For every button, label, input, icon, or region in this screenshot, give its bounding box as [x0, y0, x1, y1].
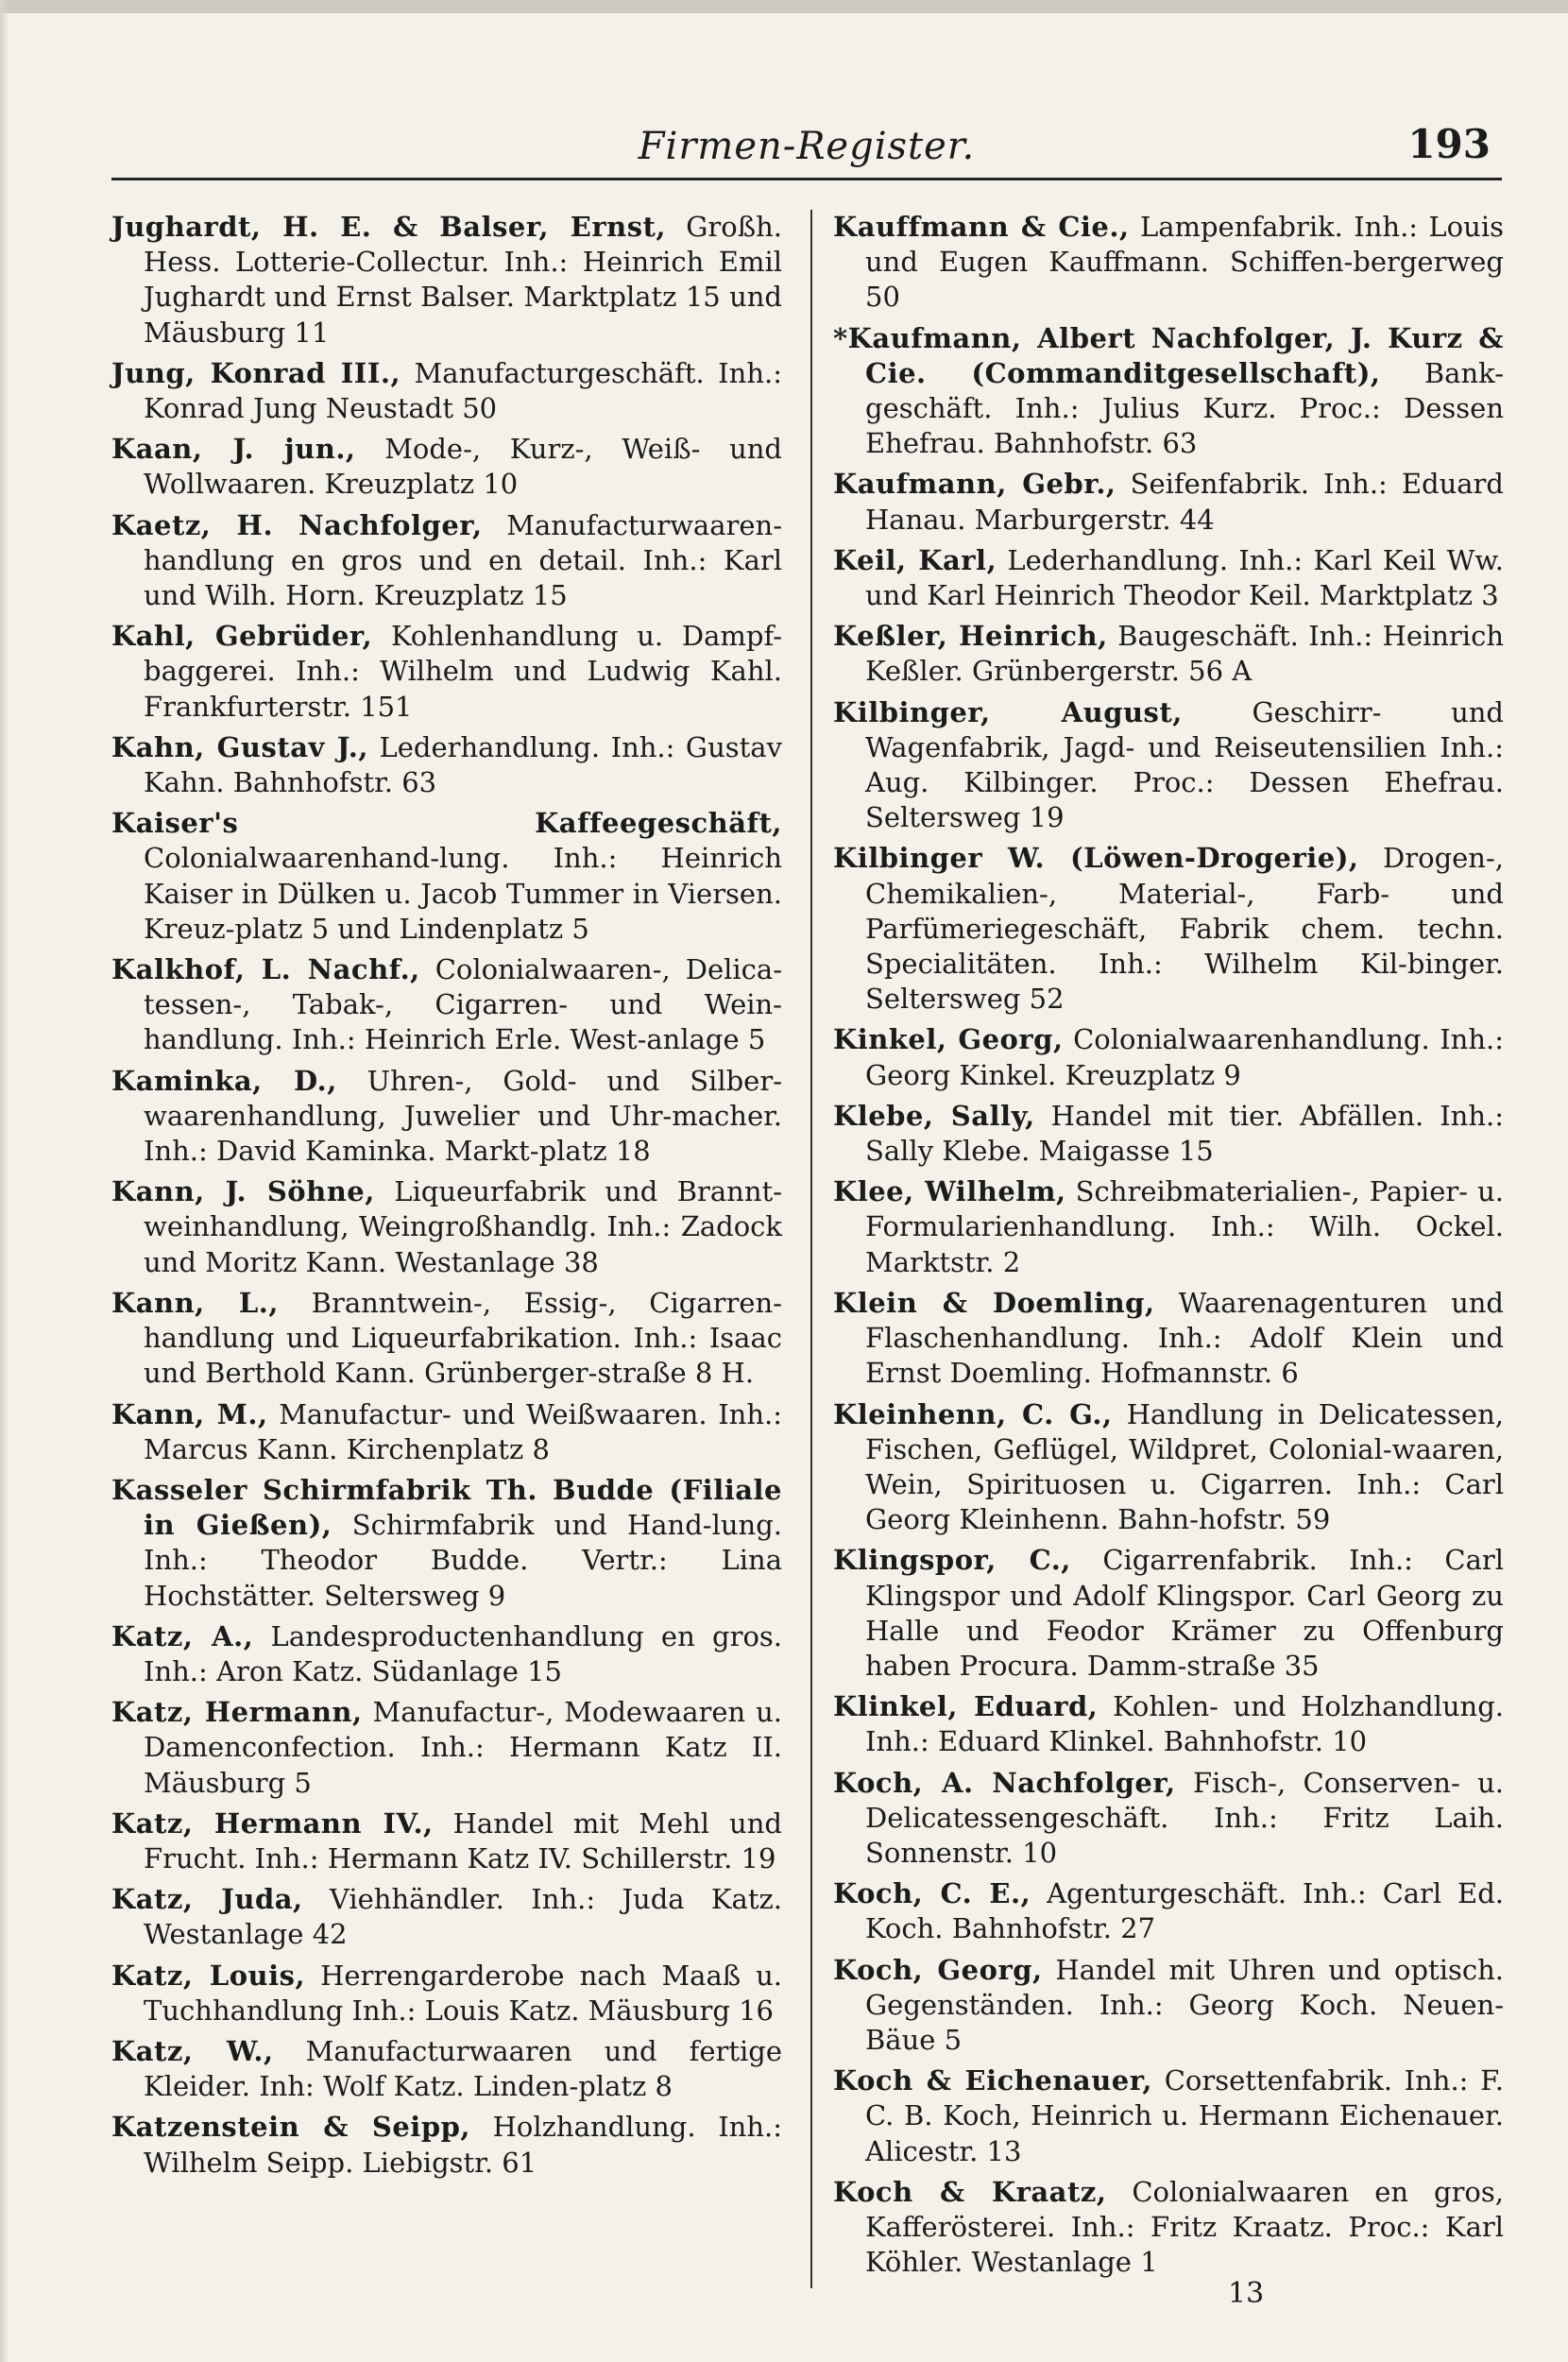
- firm-name: Kaufmann, Gebr.,: [833, 468, 1116, 501]
- firm-name: Kleinhenn, C. G.,: [833, 1397, 1113, 1430]
- entry-details: Drogen-, Chemikalien-, Material-, Farb- und Parfümeriegeschäft, Fabrik chem. techn. Specialitäten. Inh.: Wilhelm Kil-binger. Seltersweg 52: [865, 842, 1504, 1016]
- entry-details: Fisch-, Conserven- u. Delicatessengeschäft. Inh.: Fritz Laih. Sonnenstr. 10: [865, 1766, 1504, 1869]
- firm-name: Katz, Louis,: [111, 1959, 306, 1992]
- firm-name: Kasseler Schirmfabrik Th. Budde (Filiale in Gießen),: [111, 1473, 782, 1542]
- register-entry: [111, 1959, 782, 2028]
- entry-details: Mode-, Kurz-, Weiß- und Wollwaaren. Kreuzplatz 10: [144, 433, 782, 501]
- entry-details: Handel mit tier. Abfällen. Inh.: Sally Klebe. Maigasse 15: [865, 1099, 1505, 1168]
- entry-details: Geschirr- und Wagenfabrik, Jagd- und Reiseutensilien Inh.: Aug. Kilbinger. Proc.: Dessen Ehefrau. Seltersweg 19: [865, 695, 1504, 834]
- firm-name: Katz, A.,: [111, 1619, 254, 1652]
- firm-name: Koch, A. Nachfolger,: [833, 1766, 1176, 1799]
- register-entry: [833, 1543, 1504, 1684]
- entry-details: Schreibmaterialien-, Papier- u. Formularienhandlung. Inh.: Wilh. Ockel. Marktstr. 2: [865, 1175, 1504, 1278]
- entry-details: Lederhandlung. Inh.: Karl Keil Ww. und Karl Heinrich Theodor Keil. Marktplatz 3: [865, 543, 1504, 612]
- register-entry: [833, 467, 1504, 537]
- entry-details: Schirmfabrik und Hand-lung. Inh.: Theodor Budde. Vertr.: Lina Hochstätter. Seltersweg 9: [144, 1509, 782, 1612]
- page-top-edge: [0, 0, 1568, 13]
- entry-details: Cigarrenfabrik. Inh.: Carl Klingspor und Adolf Klingspor. Carl Georg zu Halle und Feodor Krämer zu Offenburg haben Procura. Damm-straße 35: [865, 1544, 1505, 1682]
- register-entry: [111, 1806, 782, 1876]
- entry-details: Seifenfabrik. Inh.: Eduard Hanau. Marburgerstr. 44: [865, 468, 1504, 536]
- register-entry: [111, 1473, 782, 1614]
- entry-details: Colonialwaarenhandlung. Inh.: Georg Kinkel. Kreuzplatz 9: [865, 1023, 1504, 1091]
- register-entry: [111, 1064, 782, 1170]
- entry-details: Colonialwaarenhand-lung. Inh.: Heinrich Kaiser in Dülken u. Jacob Tummer in Viersen. Kreuz-platz 5 und Lindenplatz 5: [144, 842, 782, 945]
- register-entry: [111, 1695, 782, 1801]
- firm-name: Kann, L.,: [111, 1286, 279, 1319]
- register-entry: [111, 1286, 782, 1392]
- entry-details: Colonialwaaren en gros, Kafferösterei. Inh.: Fritz Kraatz. Proc.: Karl Köhler. Westanlage 1: [865, 2175, 1504, 2279]
- firm-name: Kahn, Gustav J.,: [111, 730, 368, 763]
- firm-name: Koch & Eichenauer,: [833, 2064, 1153, 2097]
- entry-details: Herrengarderobe nach Maaß u. Tuchhandlung Inh.: Louis Katz. Mäusburg 16: [144, 1959, 782, 2027]
- register-entry: [111, 2110, 782, 2180]
- firm-name: Kauffmann & Cie.,: [833, 211, 1130, 243]
- right-column: [833, 210, 1504, 2285]
- sheet-signature: 13: [1228, 2277, 1265, 2310]
- firm-name: Keil, Karl,: [833, 543, 997, 576]
- entry-details: Colonialwaaren-, Delica-tessen-, Tabak-, Cigarren- und Wein-handlung. Inh.: Heinrich Erle. West-anlage 5: [144, 953, 782, 1056]
- entry-details: Kohlen- und Holzhandlung. Inh.: Eduard Klinkel. Bahnhofstr. 10: [865, 1690, 1505, 1758]
- register-entry: [833, 210, 1504, 316]
- register-entry: [833, 1689, 1504, 1759]
- entry-details: Handel mit Mehl und Frucht. Inh.: Hermann Katz IV. Schillerstr. 19: [144, 1806, 782, 1874]
- header-rule: [111, 178, 1502, 180]
- page-title: Firmen-Register.: [638, 125, 976, 168]
- firm-name: Kalkhof, L. Nachf.,: [111, 953, 420, 986]
- firm-name: Koch, Georg,: [833, 1953, 1043, 1986]
- register-entry: [833, 1174, 1504, 1280]
- entry-details: Branntwein-, Essig-, Cigarren-handlung und Liqueurfabrikation. Inh.: Isaac und Berthold Kann. Grünberger-straße 8 H.: [144, 1286, 782, 1390]
- firm-name: Kaiser's Kaffeegeschäft,: [111, 807, 782, 840]
- entry-details: Großh. Hess. Lotterie-Collectur. Inh.: Heinrich Emil Jughardt und Ernst Balser. Marktplatz 15 und Mäusburg 11: [144, 211, 782, 349]
- firm-name: Kann, J. Söhne,: [111, 1175, 375, 1208]
- entry-details: Manufacturwaaren und fertige Kleider. Inh: Wolf Katz. Linden-platz 8: [144, 2034, 782, 2103]
- entry-details: Manufacturwaaren-handlung en gros und en detail. Inh.: Karl und Wilh. Horn. Kreuzplatz 15: [144, 508, 783, 612]
- entry-details: Handlung in Delicatessen, Fischen, Geflügel, Wildpret, Colonial-waaren, Wein, Spirituosen u. Cigarren. Inh.: Carl Georg Kleinhenn. Bahn-hofstr. 59: [865, 1397, 1504, 1536]
- entry-details: Lampenfabrik. Inh.: Louis und Eugen Kauffmann. Schiffen-bergerweg 50: [865, 211, 1504, 314]
- firm-name: Koch, C. E.,: [833, 1877, 1031, 1910]
- register-entry: [833, 321, 1504, 462]
- register-entry: [111, 1882, 782, 1952]
- entry-details: Manufactur-, Modewaaren u. Damenconfection. Inh.: Hermann Katz II. Mäusburg 5: [144, 1696, 782, 1799]
- register-entry: [111, 1397, 782, 1467]
- firm-name: Katz, Hermann,: [111, 1696, 363, 1729]
- register-entry: [111, 1174, 782, 1280]
- register-entry: [111, 806, 782, 947]
- firm-name: Kahl, Gebrüder,: [111, 620, 373, 653]
- entry-details: Manufacturgeschäft. Inh.: Konrad Jung Neustadt 50: [144, 356, 782, 425]
- register-entry: [111, 1619, 782, 1689]
- register-entry: [833, 2063, 1504, 2169]
- register-entry: [111, 210, 782, 351]
- firm-name: *Kaufmann, Albert Nachfolger, J. Kurz & Cie. (Commanditgesellschaft),: [833, 321, 1504, 389]
- entry-details: Waarenagenturen und Flaschenhandlung. Inh.: Adolf Klein und Ernst Doemling. Hofmannstr. 6: [865, 1286, 1504, 1390]
- entry-details: Manufactur- und Weißwaaren. Inh.: Marcus Kann. Kirchenplatz 8: [144, 1397, 782, 1465]
- firm-name: Keßler, Heinrich,: [833, 620, 1108, 653]
- register-entry: [833, 619, 1504, 689]
- entry-details: Agenturgeschäft. Inh.: Carl Ed. Koch. Bahnhofstr. 27: [865, 1877, 1504, 1945]
- entry-details: Viehhändler. Inh.: Juda Katz. Westanlage 42: [144, 1883, 782, 1951]
- firm-name: Klee, Wilhelm,: [833, 1175, 1066, 1208]
- register-entry: [833, 1022, 1504, 1092]
- register-entry: [111, 730, 782, 800]
- firm-name: Kilbinger, August,: [833, 695, 1183, 728]
- firm-name: Kilbinger W. (Löwen-Drogerie),: [833, 842, 1359, 875]
- firm-name: Katz, Juda,: [111, 1883, 303, 1916]
- entry-details: Holzhandlung. Inh.: Wilhelm Seipp. Liebigstr. 61: [144, 2111, 782, 2179]
- register-entry: [111, 508, 782, 614]
- entry-details: Landesproductenhandlung en gros. Inh.: Aron Katz. Südanlage 15: [144, 1619, 783, 1687]
- firm-name: Kaan, J. jun.,: [111, 433, 356, 466]
- firm-name: Klingspor, C.,: [833, 1544, 1071, 1577]
- register-entry: [833, 841, 1504, 1017]
- page-left-shadow: [0, 0, 9, 2362]
- firm-name: Klebe, Sally,: [833, 1099, 1035, 1132]
- firm-name: Kaminka, D.,: [111, 1064, 337, 1097]
- register-entry: [833, 543, 1504, 613]
- entry-details: Lederhandlung. Inh.: Gustav Kahn. Bahnhofstr. 63: [144, 730, 782, 799]
- firm-name: Jung, Konrad III.,: [111, 356, 401, 389]
- register-entry: [111, 619, 782, 725]
- register-entry: [111, 432, 782, 502]
- register-entry: [833, 2175, 1504, 2281]
- register-entry: [833, 1286, 1504, 1392]
- firm-name: Kann, M.,: [111, 1397, 268, 1430]
- register-entry: [833, 1876, 1504, 1946]
- entry-details: Liqueurfabrik und Brannt-weinhandlung, Weingroßhandlg. Inh.: Zadock und Moritz Kann. Westanlage 38: [144, 1175, 782, 1278]
- page-number: 193: [1407, 121, 1491, 167]
- register-entry: [111, 2034, 782, 2104]
- firm-name: Kaetz, H. Nachfolger,: [111, 508, 483, 541]
- firm-name: Jughardt, H. E. & Balser, Ernst,: [111, 211, 667, 243]
- firm-name: Katzenstein & Seipp,: [111, 2111, 470, 2144]
- firm-name: Klein & Doemling,: [833, 1286, 1155, 1319]
- entry-details: Baugeschäft. Inh.: Heinrich Keßler. Grünbergerstr. 56 A: [865, 620, 1504, 688]
- register-entry: [833, 695, 1504, 836]
- register-entry: [833, 1766, 1504, 1872]
- firm-name: Katz, Hermann IV.,: [111, 1806, 434, 1840]
- register-entry: [833, 1953, 1504, 2059]
- register-entry: [833, 1397, 1504, 1538]
- page-header: [111, 121, 1502, 176]
- register-entry: [111, 356, 782, 426]
- firm-name: Klinkel, Eduard,: [833, 1690, 1099, 1723]
- register-entry: [111, 952, 782, 1058]
- entry-details: Handel mit Uhren und optisch. Gegenständen. Inh.: Georg Koch. Neuen-Bäue 5: [865, 1953, 1504, 2056]
- column-divider: [810, 210, 812, 2288]
- firm-name: Katz, W.,: [111, 2034, 274, 2067]
- entry-details: Corsettenfabrik. Inh.: F. C. B. Koch, Heinrich u. Hermann Eichenauer. Alicestr. 13: [865, 2064, 1504, 2167]
- entry-details: Kohlenhandlung u. Dampf-baggerei. Inh.: Wilhelm und Ludwig Kahl. Frankfurterstr. 151: [144, 620, 782, 723]
- firm-name: Kinkel, Georg,: [833, 1023, 1064, 1056]
- entry-details: Bank-geschäft. Inh.: Julius Kurz. Proc.: Dessen Ehefrau. Bahnhofstr. 63: [865, 356, 1505, 460]
- left-column: [111, 210, 782, 2186]
- entry-details: Uhren-, Gold- und Silber-waarenhandlung, Juwelier und Uhr-macher. Inh.: David Kaminka. Markt-platz 18: [144, 1064, 782, 1168]
- firm-name: Koch & Kraatz,: [833, 2175, 1107, 2208]
- register-entry: [833, 1099, 1504, 1169]
